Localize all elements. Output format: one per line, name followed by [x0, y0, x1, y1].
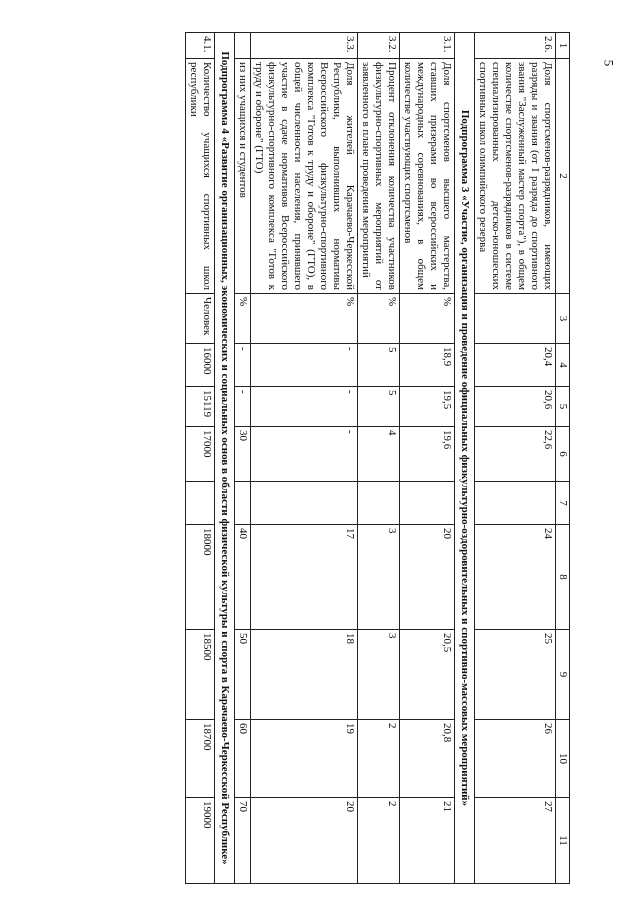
- table-row: [251, 33, 358, 884]
- unit-cell: %: [235, 294, 251, 344]
- table-row: [400, 33, 455, 884]
- indicator-name: Доля спортсменов высшего мастерства, ставших призерами во всероссийских и международных соревнованиях, в общем количестве участвующих спортсменов: [400, 59, 455, 294]
- row-number: 3.2.: [358, 33, 400, 59]
- value-cell: 50: [235, 630, 251, 720]
- value-cell: 21: [400, 798, 455, 884]
- value-cell: 20,6: [475, 387, 556, 427]
- value-cell: 27: [475, 798, 556, 884]
- col-header: 1: [556, 33, 570, 59]
- subprogram-3-title: Подпрограмма 3 «Участие, организация и проведение официальных физкультурно-оздоровительных и спортивно-массовых мероприятий»: [455, 33, 475, 884]
- unit-cell: %: [251, 294, 358, 344]
- value-cell: 19: [251, 720, 358, 798]
- value-cell: 17000: [186, 427, 215, 482]
- col-header: 3: [556, 294, 570, 344]
- value-cell: 3: [358, 630, 400, 720]
- value-cell: 70: [235, 798, 251, 884]
- indicator-name: из них учащихся и студентов: [235, 59, 251, 294]
- value-cell: 30: [235, 427, 251, 482]
- col-header: 11: [556, 798, 570, 884]
- indicator-name: Процент отклонения количества участников физкультурно-спортивных мероприятий от заявленного в плане проведения мероприятий: [358, 59, 400, 294]
- value-cell: 20,5: [400, 630, 455, 720]
- value-cell: 18700: [186, 720, 215, 798]
- col-header: 2: [556, 59, 570, 294]
- row-number: 4.1.: [186, 33, 215, 59]
- indicator-name: Доля жителей Карачаево-Черкесской Республики, выполнивших нормативы Всероссийского физкультурно-спортивного комплекса "Готов к труду и обороне" (ГТО), в общей численности населения, принявшего участие в сдаче нормативов Всероссийского физкультурно-спортивного комплекса "Готов к труду и обороне" (ГТО): [251, 59, 358, 294]
- value-cell: 40: [235, 525, 251, 630]
- value-cell: 22,6: [475, 427, 556, 482]
- table-row: [358, 33, 400, 884]
- indicators-table: [185, 32, 570, 884]
- table-row: [235, 33, 251, 884]
- value-cell: 60: [235, 720, 251, 798]
- value-cell: 24: [475, 525, 556, 630]
- col-header: 8: [556, 525, 570, 630]
- value-cell: -: [251, 387, 358, 427]
- value-cell: -: [235, 344, 251, 387]
- value-cell: 20,4: [475, 344, 556, 387]
- subprogram-4-title: Подпрограмма 4 «Развитие организационных, экономических и социальных основ в области физической культуры и спорта в Карачаево-Черкесской Республике»: [215, 33, 235, 884]
- value-cell: 25: [475, 630, 556, 720]
- column-number-row: [556, 33, 570, 884]
- unit-cell: %: [358, 294, 400, 344]
- value-cell: 26: [475, 720, 556, 798]
- value-cell: 5: [358, 344, 400, 387]
- col-header: 9: [556, 630, 570, 720]
- value-cell: -: [251, 427, 358, 482]
- value-cell: [400, 482, 455, 525]
- unit-cell: Человек: [186, 294, 215, 344]
- section-header-row: [215, 33, 235, 884]
- table-row: [186, 33, 215, 884]
- value-cell: 20: [251, 798, 358, 884]
- col-header: 4: [556, 344, 570, 387]
- value-cell: [186, 482, 215, 525]
- col-header: 6: [556, 427, 570, 482]
- row-number: 2.6.: [475, 33, 556, 59]
- rotated-table-container: [15, 32, 570, 883]
- unit-cell: [475, 294, 556, 344]
- value-cell: 5: [358, 387, 400, 427]
- value-cell: 15119: [186, 387, 215, 427]
- value-cell: 2: [358, 798, 400, 884]
- value-cell: 19,5: [400, 387, 455, 427]
- value-cell: 17: [251, 525, 358, 630]
- value-cell: [235, 482, 251, 525]
- col-header: 7: [556, 482, 570, 525]
- value-cell: 18000: [186, 525, 215, 630]
- section-header-row: [455, 33, 475, 884]
- value-cell: -: [235, 387, 251, 427]
- value-cell: 18500: [186, 630, 215, 720]
- value-cell: 3: [358, 525, 400, 630]
- value-cell: [251, 482, 358, 525]
- col-header: 10: [556, 720, 570, 798]
- value-cell: [475, 482, 556, 525]
- value-cell: 20: [400, 525, 455, 630]
- value-cell: 20,8: [400, 720, 455, 798]
- page-number: 5: [601, 59, 617, 67]
- unit-cell: %: [400, 294, 455, 344]
- row-number: 3.3.: [251, 33, 358, 59]
- value-cell: 19,6: [400, 427, 455, 482]
- indicator-name: Количество учащихся спортивных школ республики: [186, 59, 215, 294]
- value-cell: 19000: [186, 798, 215, 884]
- value-cell: 2: [358, 720, 400, 798]
- value-cell: 4: [358, 427, 400, 482]
- row-number: [235, 33, 251, 59]
- value-cell: 16000: [186, 344, 215, 387]
- value-cell: 18,9: [400, 344, 455, 387]
- table-row: [475, 33, 556, 884]
- col-header: 5: [556, 387, 570, 427]
- value-cell: [358, 482, 400, 525]
- indicator-name: Доля спортсменов-разрядников, имеющих разряды и звания (от I разряда до спортивного звания "Заслуженный мастер спорта"), в общем количестве спортсменов-разрядников в системе специализированных детско-юношеских спортивных школ олимпийского резерва: [475, 59, 556, 294]
- row-number: 3.1.: [400, 33, 455, 59]
- value-cell: -: [251, 344, 358, 387]
- value-cell: 18: [251, 630, 358, 720]
